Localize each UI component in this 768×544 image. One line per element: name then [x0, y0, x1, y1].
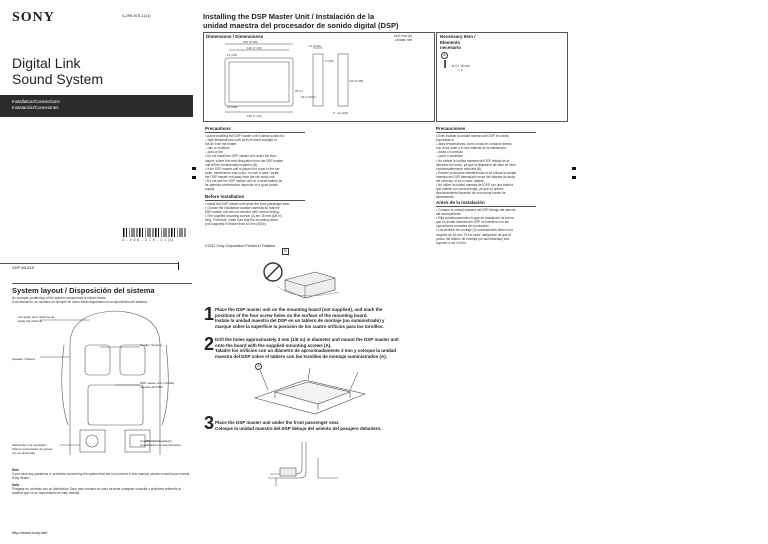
dim-label: 12 (1/2)	[227, 53, 238, 57]
label-car-audio: Car audio unit / Sistema de audio del vehículo	[18, 315, 55, 323]
nota-heading: Nota	[12, 483, 20, 487]
dim-label: 110 (4 3/8)	[349, 79, 364, 83]
dim-label: 190 (7 1/2)	[247, 46, 262, 50]
list-item: – lluvia o humedad	[436, 150, 463, 155]
dim-label: 25 (1)	[295, 89, 303, 93]
note-heading: Note	[12, 468, 20, 472]
step-line: Place the DSP master unit on the mounting board (not supplied), and mark the	[215, 307, 383, 312]
list-item: alimentación.	[436, 195, 455, 200]
callout-a: A	[441, 52, 448, 59]
step-3-number: 3	[204, 413, 215, 433]
list-item: operaciones normales de conducción.	[436, 224, 490, 229]
dim-label: 3 (1/8)	[325, 59, 334, 63]
necessary-heading-line3: necesario	[440, 45, 462, 50]
label-cradle: Cradle / Soporte	[140, 343, 162, 347]
precauciones-heading: Precauciones	[436, 126, 466, 131]
list-item: supply.	[205, 187, 215, 192]
callout-b: B	[282, 248, 289, 255]
list-item: • Do not use the DSP master unit on a weak battery as	[205, 179, 283, 184]
system-layout-sub2: A continuación, se muestra un ejemplo de cómo están dispuestos los componentes del sistema.	[12, 300, 148, 304]
list-item: long. Therefore, make sure that the mounting board	[205, 218, 278, 223]
list-item: longitud de 16 mm. Por lo tanto, asegúrese de que el	[436, 232, 511, 237]
unit-note-line2: Unidad: mm	[395, 38, 413, 43]
step-line: Drill the holes approximately 3 mm (1/8 in) in diameter and mount the DSP master unit	[215, 337, 399, 342]
list-item: (not supplied) is thicker than 16 mm (5/8 in).	[205, 222, 268, 227]
nota-text: Póngase en contacto con su distribuidor Sony más cercano en caso de tener cualquier consulta o problema referente al sistema que no se haya tratado en este manual.	[12, 487, 182, 496]
mounting-illustration	[250, 368, 370, 416]
label-dsp: DSP master unit / Unidad maestra del DSP	[140, 381, 174, 389]
dim-label: 15 (5/8)	[227, 105, 238, 109]
step-line: maestra del DSP sobre el tablero con los tornillos de montaje suministrados (A).	[215, 353, 387, 359]
list-item: considerablemente reducida (B).	[436, 166, 483, 171]
antes-list	[436, 208, 561, 245]
callout-a-step2: A	[255, 363, 262, 370]
list-item: • Avoid installing the DSP master unit in areas subject to:	[205, 134, 286, 138]
page-title	[203, 12, 503, 30]
step-line: onto the board with the supplied mounting screws (A).	[215, 342, 332, 348]
website-link[interactable]: http://www.sony.net/	[12, 530, 48, 535]
screw-icon	[444, 60, 446, 68]
step-line: positions of the four screw holes on the surface of the mounting board.	[215, 312, 368, 318]
list-item: funcionamiento depende de una buena fuente de	[436, 191, 506, 196]
copyright: ©2011 Sony Corporation Printed in Thailand	[205, 244, 276, 248]
list-item: radio, interference may occur. In such a case, locate	[205, 170, 279, 175]
list-item: its optimum performance depends on a good power	[205, 183, 278, 188]
dim-label: 190 (7 1/2)	[247, 114, 262, 118]
step-line: Instale la unidad maestra del DSP en un tablero de montaje (no suministrado) y	[215, 318, 385, 324]
step-line: Coloque la unidad maestra del DSP debajo del asiento del pasajero delantero.	[215, 425, 382, 431]
step-3-text	[215, 420, 555, 431]
screw-size: ø 4 × 16 mm	[452, 64, 470, 68]
step-2-text	[215, 337, 555, 359]
step-line: Taladre los orificios con un diámetro de aproximadamente 3 mm y coloque la unidad	[215, 348, 396, 354]
registration-mark	[572, 167, 576, 170]
list-item: maestra del DSP demasiado cerca del sistema de audio	[436, 174, 516, 179]
list-item: DSP master unit will not interfere with normal driving.	[205, 210, 280, 215]
list-item: del vehículo; si es el caso, aléjela.	[436, 179, 485, 184]
list-item: the DSP master unit away from the car audio unit.	[205, 174, 276, 179]
list-item: – rain or moisture	[205, 146, 230, 151]
dimensions-heading: Dimensions / Dimensiones	[206, 34, 264, 39]
product-title-line2: Sound System	[12, 71, 104, 87]
page-title-line1: Installing the DSP Master Unit / Instalación de la	[203, 12, 375, 21]
product-title-line1: Digital Link	[12, 55, 81, 71]
list-item: • Pueden producirse interferencias si se coloca la unidad	[436, 170, 517, 175]
list-item: del acompañante.	[436, 212, 462, 217]
registration-mark	[192, 167, 196, 170]
list-item: superior a los 16 mm.	[436, 240, 467, 245]
model-number: XDP-MU110	[12, 265, 35, 270]
barcode	[123, 228, 187, 237]
list-item: • No instale la unidad maestra del DSP debajo de la	[436, 158, 510, 163]
precauciones-list	[436, 134, 561, 200]
list-item: • Coloque la unidad maestra del DSP debajo del asiento	[436, 208, 516, 212]
dimension-drawing	[203, 32, 433, 120]
antes-heading: Antes de la instalación	[436, 200, 485, 205]
dim-label: 11 (7/16)	[309, 44, 321, 48]
band-line2: Instalación/Conexiones	[12, 105, 59, 110]
list-item: • No utilice la unidad maestra del DSP con una batería	[436, 183, 513, 188]
list-item: • Los tornillos de montaje (3) suministrados tienen una	[436, 228, 513, 233]
list-item: • Install the DSP master unit under the front passenger seat.	[205, 202, 290, 206]
list-item: grosor del tablero de montaje (no suministrado) sea	[436, 236, 509, 241]
list-item: • The supplied mounting screws (3) are 16 mm (5/8 in)	[205, 214, 282, 219]
seat-installation-illustration	[262, 438, 342, 488]
list-item: – altas temperaturas, como zonas en contacto directo	[436, 142, 512, 147]
list-item: • Do not install the DSP master unit under the floor	[205, 154, 277, 159]
system-layout-sub1: An example positioning of the system components is shown below.	[12, 296, 107, 300]
screw-qty: × 4	[458, 68, 463, 72]
note-text: If you have any questions or problems concerning the system that are not covered in this manual, please consult your nearest Sony dealer.	[12, 472, 190, 481]
list-item: hot air from the heater	[205, 142, 237, 147]
page-title-line2: unidad maestra del procesador de sonido digital (DSP)	[203, 21, 399, 30]
prohibited-install-illustration	[255, 256, 340, 302]
list-item: con la luz solar o el aire caliente de la calefacción.	[436, 146, 507, 151]
registration-mark	[572, 176, 576, 179]
sony-logo: SONY	[12, 10, 55, 25]
registration-mark	[192, 176, 196, 179]
list-item: • Elija cuidadosamente el lugar de instalación de forma	[436, 216, 514, 221]
necessary-heading	[440, 34, 476, 51]
step-line: Place the DSP master unit under the front passenger seat.	[215, 420, 340, 425]
barcode-digits: 4 - 2 9 9 - 9 7 0 - 1 1 (1)	[122, 238, 174, 242]
list-item: • If the DSP master unit is placed too close to the car	[205, 166, 280, 171]
before-installation-list	[205, 202, 315, 227]
dim-label: 33 (1 5/16)	[301, 95, 316, 99]
fold-mark	[178, 262, 179, 270]
part-number: 4-299-970-11(1)	[122, 13, 151, 18]
precautions-heading: Precautions	[205, 126, 231, 131]
list-item: – dust or dirt	[205, 150, 223, 155]
band-line1: Installation/Connections	[12, 99, 60, 104]
section-band	[0, 95, 193, 117]
unit-note-line1: Unit: mm (in)	[394, 34, 413, 38]
list-item: carpet, where the heat dissipation from the DSP master	[205, 158, 284, 163]
list-item: que cuente con poca energía, ya que su óptimo	[436, 187, 504, 192]
list-item: que la unidad maestra del DSP no interfiera con las	[436, 220, 509, 225]
step-line: marque sobre la superficie la posición de los cuatro orificios para los tornillos.	[215, 323, 384, 329]
label-amplifier: Amplifier (not supplied) / Amplificador (no suministrado)	[140, 439, 181, 447]
list-item: expuestas a:	[436, 138, 455, 143]
system-layout-title: System layout / Disposición del sistema	[12, 286, 155, 295]
before-installation-heading: Before Installation	[205, 194, 245, 199]
label-speaker: Speaker / Altavoz	[12, 357, 36, 361]
list-item: alfombra del suelo, ya que la disipación de calor se verá	[436, 162, 516, 167]
list-item: unit will be considerably impaired (B).	[205, 162, 258, 167]
step-1-text	[215, 307, 555, 329]
necessary-heading-line1: Necessary Item /	[440, 34, 476, 39]
list-item: • Choose the installation location carefully so that the	[205, 206, 280, 211]
dim-label: 210 (8 3/8)	[243, 40, 258, 44]
step-1-number: 1	[204, 304, 215, 324]
necessary-heading-line2: Elemento	[440, 39, 461, 45]
list-item: – high temperatures such as from direct sunlight or	[205, 138, 277, 143]
precautions-list	[205, 134, 315, 191]
list-item: • Evite instalar la unidad maestra del DSP en zonas	[436, 134, 509, 138]
product-title	[12, 55, 103, 87]
label-subwoofer: Subwoofer (not supplied) / Altavoz potenciador de graves (no suministrado)	[12, 443, 53, 455]
step-2-number: 2	[204, 334, 215, 354]
dim-label: 3 - ø3 (1/8)	[333, 111, 348, 115]
list-item: – polvo o suciedad	[436, 154, 463, 159]
